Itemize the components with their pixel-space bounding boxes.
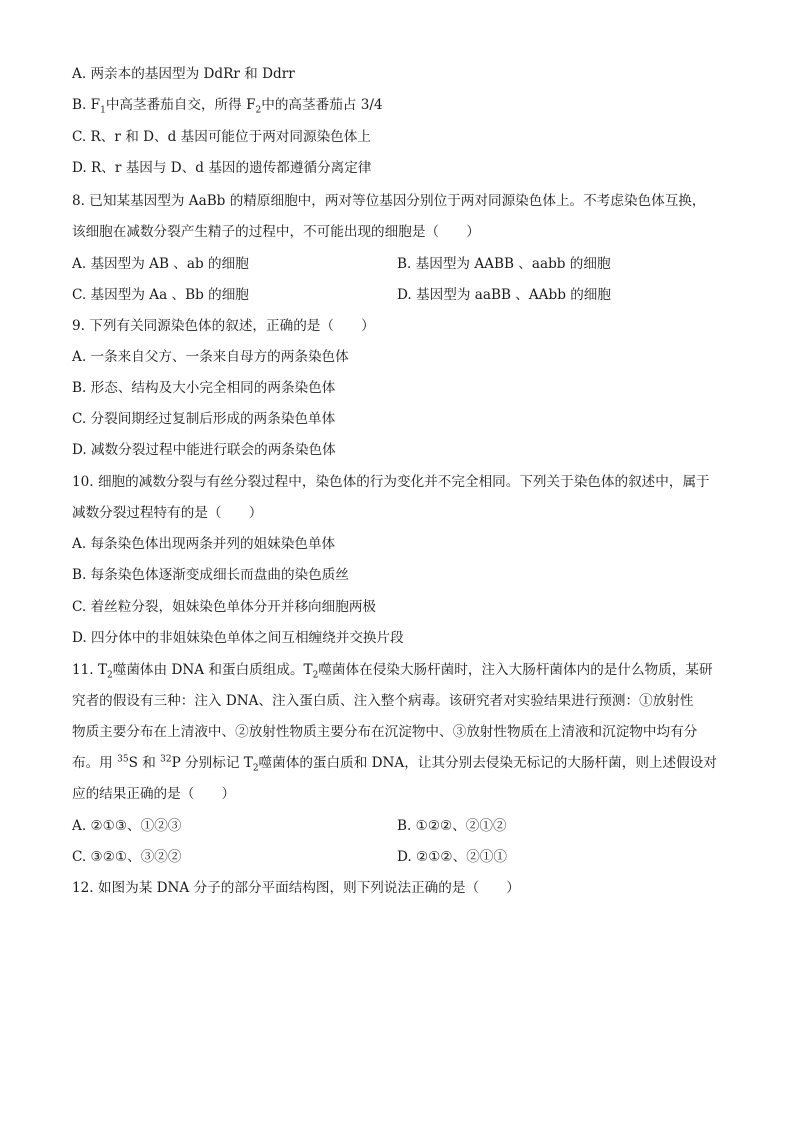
q11-option-b: B. ①②②、②①② <box>397 818 507 834</box>
q10-stem-line2: 减数分裂过程特有的是（ ） <box>72 505 263 521</box>
q8-stem-line2: 该细胞在减数分裂产生精子的过程中，不可能出现的细胞是（ ） <box>72 224 480 240</box>
q11-stem-line1: 11. $T_2$噬菌体由 DNA 和蛋白质组成。$T_2$噬菌体在侵染大肠杆菌时，注入大肠杆菌体内的是什么物质，某研 <box>72 662 713 681</box>
q8-option-c: C. 基因型为 Aa 、Bb 的细胞 <box>72 287 249 303</box>
q10-option-c: C. 着丝粒分裂，姐妹染色单体分开并移向细胞两极 <box>72 599 377 615</box>
q7-option-c: C. R、r 和 D、d 基因可能位于两对同源染色体上 <box>72 129 371 145</box>
q10-option-a: A. 每条染色体出现两条并列的姐妹染色单体 <box>72 536 336 552</box>
q10-option-d: D. 四分体中的非姐妹染色单体之间互相缠绕并交换片段 <box>72 630 404 646</box>
q7-option-b: B. $F_1$中高茎番茄自交，所得 $F_2$中的高茎番茄占 3/4 <box>72 97 383 116</box>
q11-stem-line5: 应的结果正确的是（ ） <box>72 786 236 802</box>
q7-option-d: D. R、r 基因与 D、d 基因的遗传都遵循分离定律 <box>72 160 372 176</box>
q11-option-c: C. ③②①、③②② <box>72 849 182 865</box>
q11-stem-line3: 物质主要分布在上清液中、②放射性物质主要分布在沉淀物中、③放射性物质在上清液和沉淀物中均有分 <box>72 724 698 740</box>
q11-stem-line2: 究者的假设有三种：注入 DNA、注入蛋白质、注入整个病毒。该研究者对实验结果进行预测：①放射性 <box>72 693 694 709</box>
q9-option-c: C. 分裂间期经过复制后形成的两条染色单体 <box>72 411 336 427</box>
q7-option-a: A. 两亲本的基因型为 DdRr 和 Ddrr <box>72 66 295 82</box>
q11-option-d: D. ②①②、②①① <box>397 849 507 865</box>
q9-option-d: D. 减数分裂过程中能进行联会的两条染色体 <box>72 442 336 458</box>
q10-option-b: B. 每条染色体逐渐变成细长而盘曲的染色质丝 <box>72 567 349 583</box>
q8-option-b: B. 基因型为 AABB 、aabb 的细胞 <box>397 256 611 272</box>
q9-option-b: B. 形态、结构及大小完全相同的两条染色体 <box>72 380 336 396</box>
q8-option-a: A. 基因型为 AB 、ab 的细胞 <box>72 256 249 272</box>
q10-stem-line1: 10. 细胞的减数分裂与有丝分裂过程中，染色体的行为变化并不完全相同。下列关于染色体的叙述中，属于 <box>72 474 710 490</box>
q9-stem: 9. 下列有关同源染色体的叙述，正确的是（ ） <box>72 318 375 334</box>
q12-stem: 12. 如图为某 DNA 分子的部分平面结构图，则下列说法正确的是（ ） <box>72 880 520 896</box>
q8-stem-line1: 8. 已知某基因型为 AaBb 的精原细胞中，两对等位基因分别位于两对同源染色体上。不考虑染色体互换， <box>72 193 706 209</box>
q8-option-d: D. 基因型为 aaBB 、AAbb 的细胞 <box>397 287 611 303</box>
q9-option-a: A. 一条来自父方、一条来自母方的两条染色体 <box>72 349 349 365</box>
q11-stem-line4: 布。用 $^{35}$S 和 $^{32}$P 分别标记 $T_2$噬菌体的蛋白质和 DNA，让其分别去侵染无标记的大肠杆菌，则上述假设对 <box>72 754 717 774</box>
q11-option-a: A. ②①③、①②③ <box>72 818 182 834</box>
